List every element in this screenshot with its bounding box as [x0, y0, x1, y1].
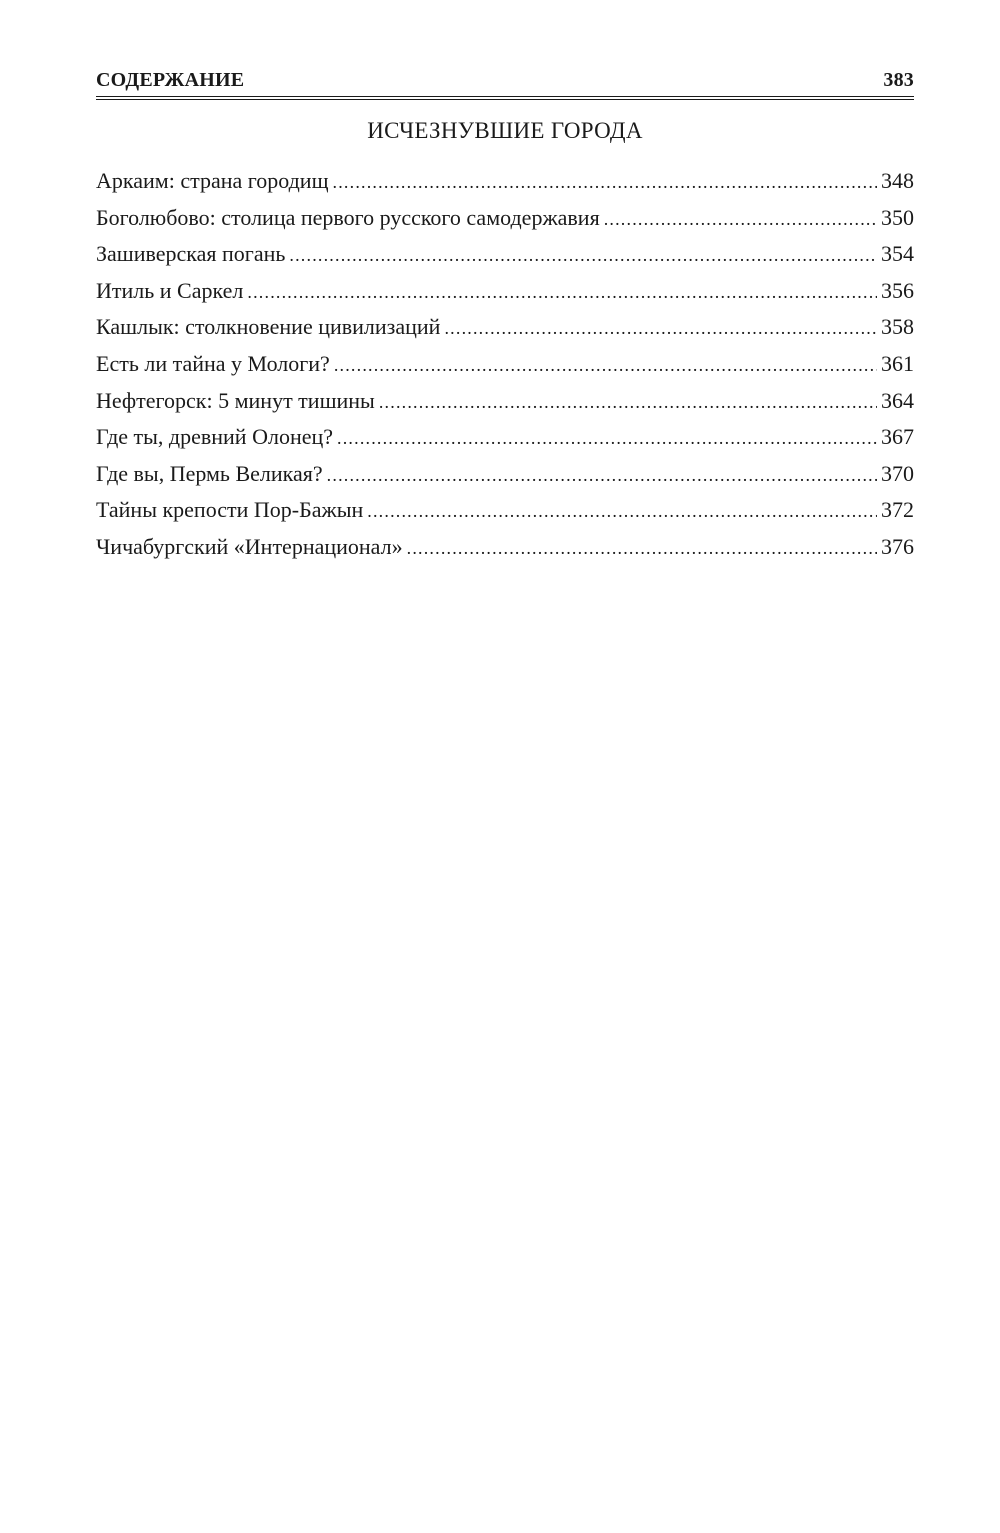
toc-entry-title: Зашиверская погань — [96, 241, 286, 267]
dot-leader — [379, 383, 877, 421]
dot-leader — [337, 419, 877, 457]
toc-entry[interactable] — [96, 236, 914, 273]
running-head-page-number: 383 — [883, 69, 914, 91]
toc-entry-page: 354 — [881, 241, 914, 267]
toc-entry[interactable] — [96, 309, 914, 346]
toc-entry-page: 376 — [881, 533, 914, 559]
toc-entry-title: Нефтегорск: 5 минут тишины — [96, 387, 375, 413]
section-title: ИСЧЕЗНУВШИЕ ГОРОДА — [367, 118, 643, 143]
toc-entry[interactable] — [96, 456, 914, 493]
toc-entry-page: 358 — [881, 314, 914, 340]
dot-leader — [367, 492, 877, 530]
dot-leader — [247, 273, 877, 311]
dot-leader — [407, 529, 877, 567]
running-head-section: СОДЕРЖАНИЕ — [96, 69, 245, 91]
dot-leader — [333, 163, 877, 201]
toc-entry[interactable] — [96, 529, 914, 566]
toc-entry[interactable] — [96, 383, 914, 420]
toc-entry[interactable] — [96, 492, 914, 529]
toc-entry[interactable] — [96, 163, 914, 200]
toc-entry-page: 348 — [881, 168, 914, 193]
dot-leader — [604, 200, 877, 238]
dot-leader — [444, 309, 877, 347]
toc-entry-page: 367 — [881, 424, 914, 450]
toc-entry-page: 361 — [881, 350, 914, 376]
dot-leader — [327, 456, 877, 494]
header-rule — [96, 96, 914, 100]
toc-entry-title: Есть ли тайна у Мологи? — [96, 350, 330, 376]
running-head — [96, 62, 914, 92]
toc-entry-title: Кашлык: столкновение цивилизаций — [96, 314, 441, 340]
toc-entry[interactable] — [96, 273, 914, 310]
toc-entry-title: Чичабургский «Интернационал» — [96, 533, 403, 559]
toc-entry-page: 350 — [881, 204, 914, 230]
toc-entry[interactable] — [96, 200, 914, 237]
toc-entry-title: Тайны крепости Пор-Бажын — [96, 497, 364, 523]
toc-entry-title: Где ты, древний Олонец? — [96, 424, 334, 450]
toc-entry-title: Итиль и Саркел — [96, 277, 244, 303]
toc-entry-title: Где вы, Пермь Великая? — [96, 460, 323, 486]
toc-entry-page: 364 — [881, 387, 914, 413]
toc-entry[interactable] — [96, 346, 914, 383]
toc-entry-title: Боголюбово: столица первого русского самодержавия — [96, 204, 600, 230]
toc-entry-page: 356 — [881, 277, 914, 303]
toc-entry-title: Аркаим: страна городищ — [96, 168, 329, 193]
toc-entry-page: 370 — [881, 460, 914, 486]
dot-leader — [289, 236, 877, 274]
table-of-contents — [96, 163, 914, 566]
toc-entry[interactable] — [96, 419, 914, 456]
toc-entry-page: 372 — [881, 497, 914, 523]
dot-leader — [334, 346, 877, 384]
